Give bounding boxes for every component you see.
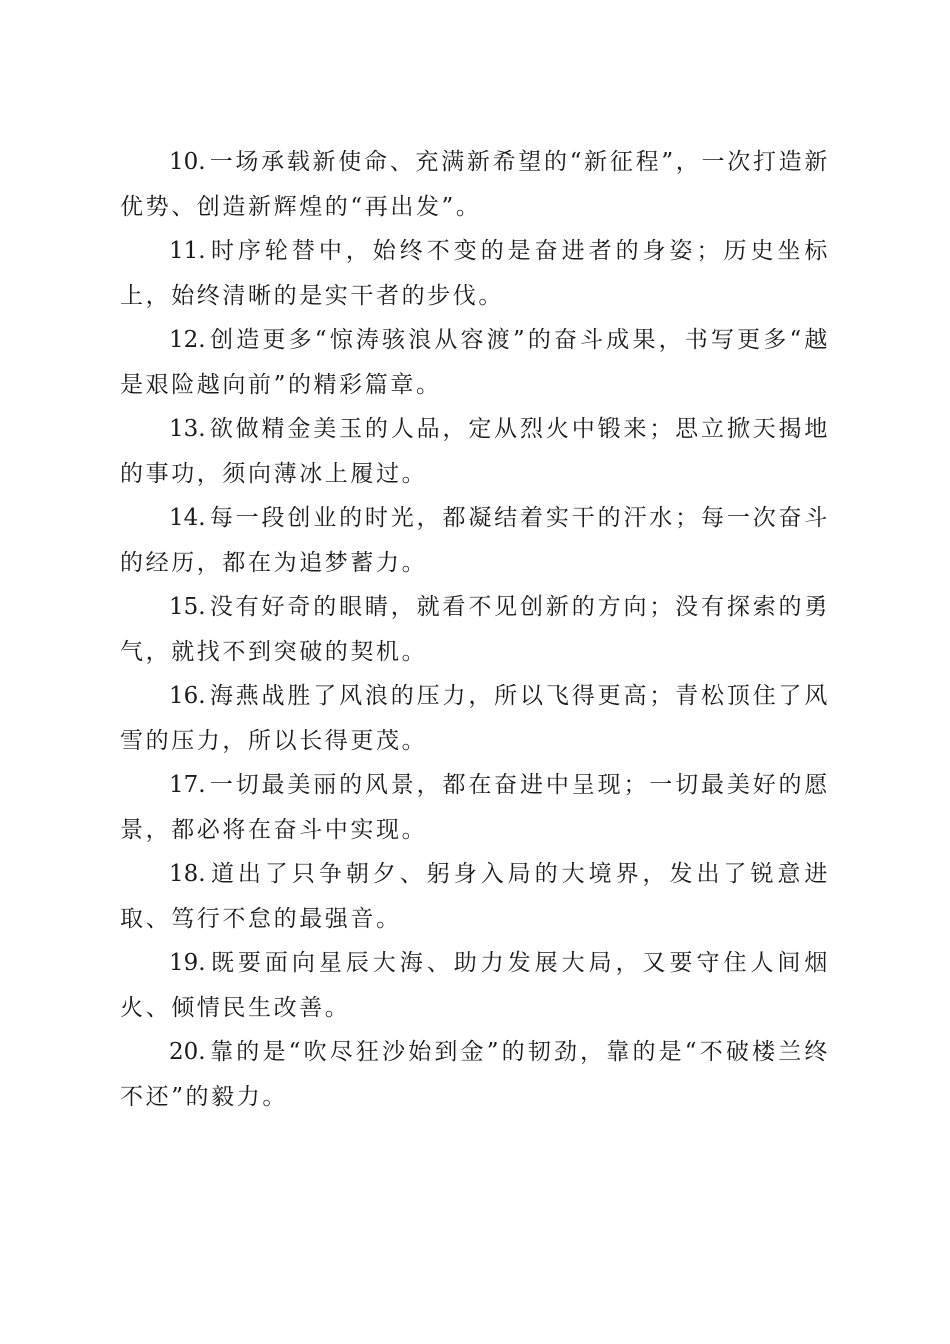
paragraph-text: 每一段创业的时光，都凝结着实干的汗水；每一次奋斗的经历，都在为追梦蓄力。 xyxy=(120,505,830,576)
paragraph-14 xyxy=(120,496,830,585)
paragraph-13 xyxy=(120,407,830,496)
paragraph-19 xyxy=(120,941,830,1030)
paragraph-17 xyxy=(120,763,830,852)
paragraph-text: 时序轮替中，始终不变的是奋进者的身姿；历史坐标上，始终清晰的是实干者的步伐。 xyxy=(120,238,830,309)
paragraph-15 xyxy=(120,585,830,674)
paragraph-16 xyxy=(120,674,830,763)
document-page xyxy=(120,140,830,1119)
paragraph-text: 一切最美丽的风景，都在奋进中呈现；一切最美好的愿景，都必将在奋斗中实现。 xyxy=(120,772,830,843)
paragraph-12 xyxy=(120,318,830,407)
paragraph-number: 14. xyxy=(169,505,206,531)
paragraph-text: 欲做精金美玉的人品，定从烈火中锻来；思立掀天揭地的事功，须向薄冰上履过。 xyxy=(120,416,830,487)
paragraph-text: 没有好奇的眼睛，就看不见创新的方向；没有探索的勇气，就找不到突破的契机。 xyxy=(120,594,830,665)
paragraph-text: 创造更多“惊涛骇浪从容渡”的奋斗成果，书写更多“越是艰险越向前”的精彩篇章。 xyxy=(120,327,830,398)
paragraph-number: 16. xyxy=(169,683,206,709)
paragraph-number: 19. xyxy=(169,950,206,976)
paragraph-number: 13. xyxy=(169,416,206,442)
paragraph-10 xyxy=(120,140,830,229)
paragraph-text: 靠的是“吹尽狂沙始到金”的韧劲，靠的是“不破楼兰终不还”的毅力。 xyxy=(120,1039,830,1110)
paragraph-18 xyxy=(120,852,830,941)
paragraph-number: 12. xyxy=(169,327,206,353)
paragraph-text: 海燕战胜了风浪的压力，所以飞得更高；青松顶住了风雪的压力，所以长得更茂。 xyxy=(120,683,830,754)
paragraph-text: 既要面向星辰大海、助力发展大局，又要守住人间烟火、倾情民生改善。 xyxy=(120,950,830,1021)
paragraph-20 xyxy=(120,1030,830,1119)
paragraph-number: 15. xyxy=(169,594,206,620)
paragraph-number: 10. xyxy=(169,149,206,175)
paragraph-number: 17. xyxy=(169,772,206,798)
paragraph-number: 11. xyxy=(169,238,206,264)
paragraph-text: 一场承载新使命、充满新希望的“新征程”，一次打造新优势、创造新辉煌的“再出发”。 xyxy=(120,149,830,220)
paragraph-number: 18. xyxy=(169,861,206,887)
paragraph-11 xyxy=(120,229,830,318)
paragraph-text: 道出了只争朝夕、躬身入局的大境界，发出了锐意进取、笃行不怠的最强音。 xyxy=(120,861,830,932)
paragraph-number: 20. xyxy=(169,1039,206,1065)
